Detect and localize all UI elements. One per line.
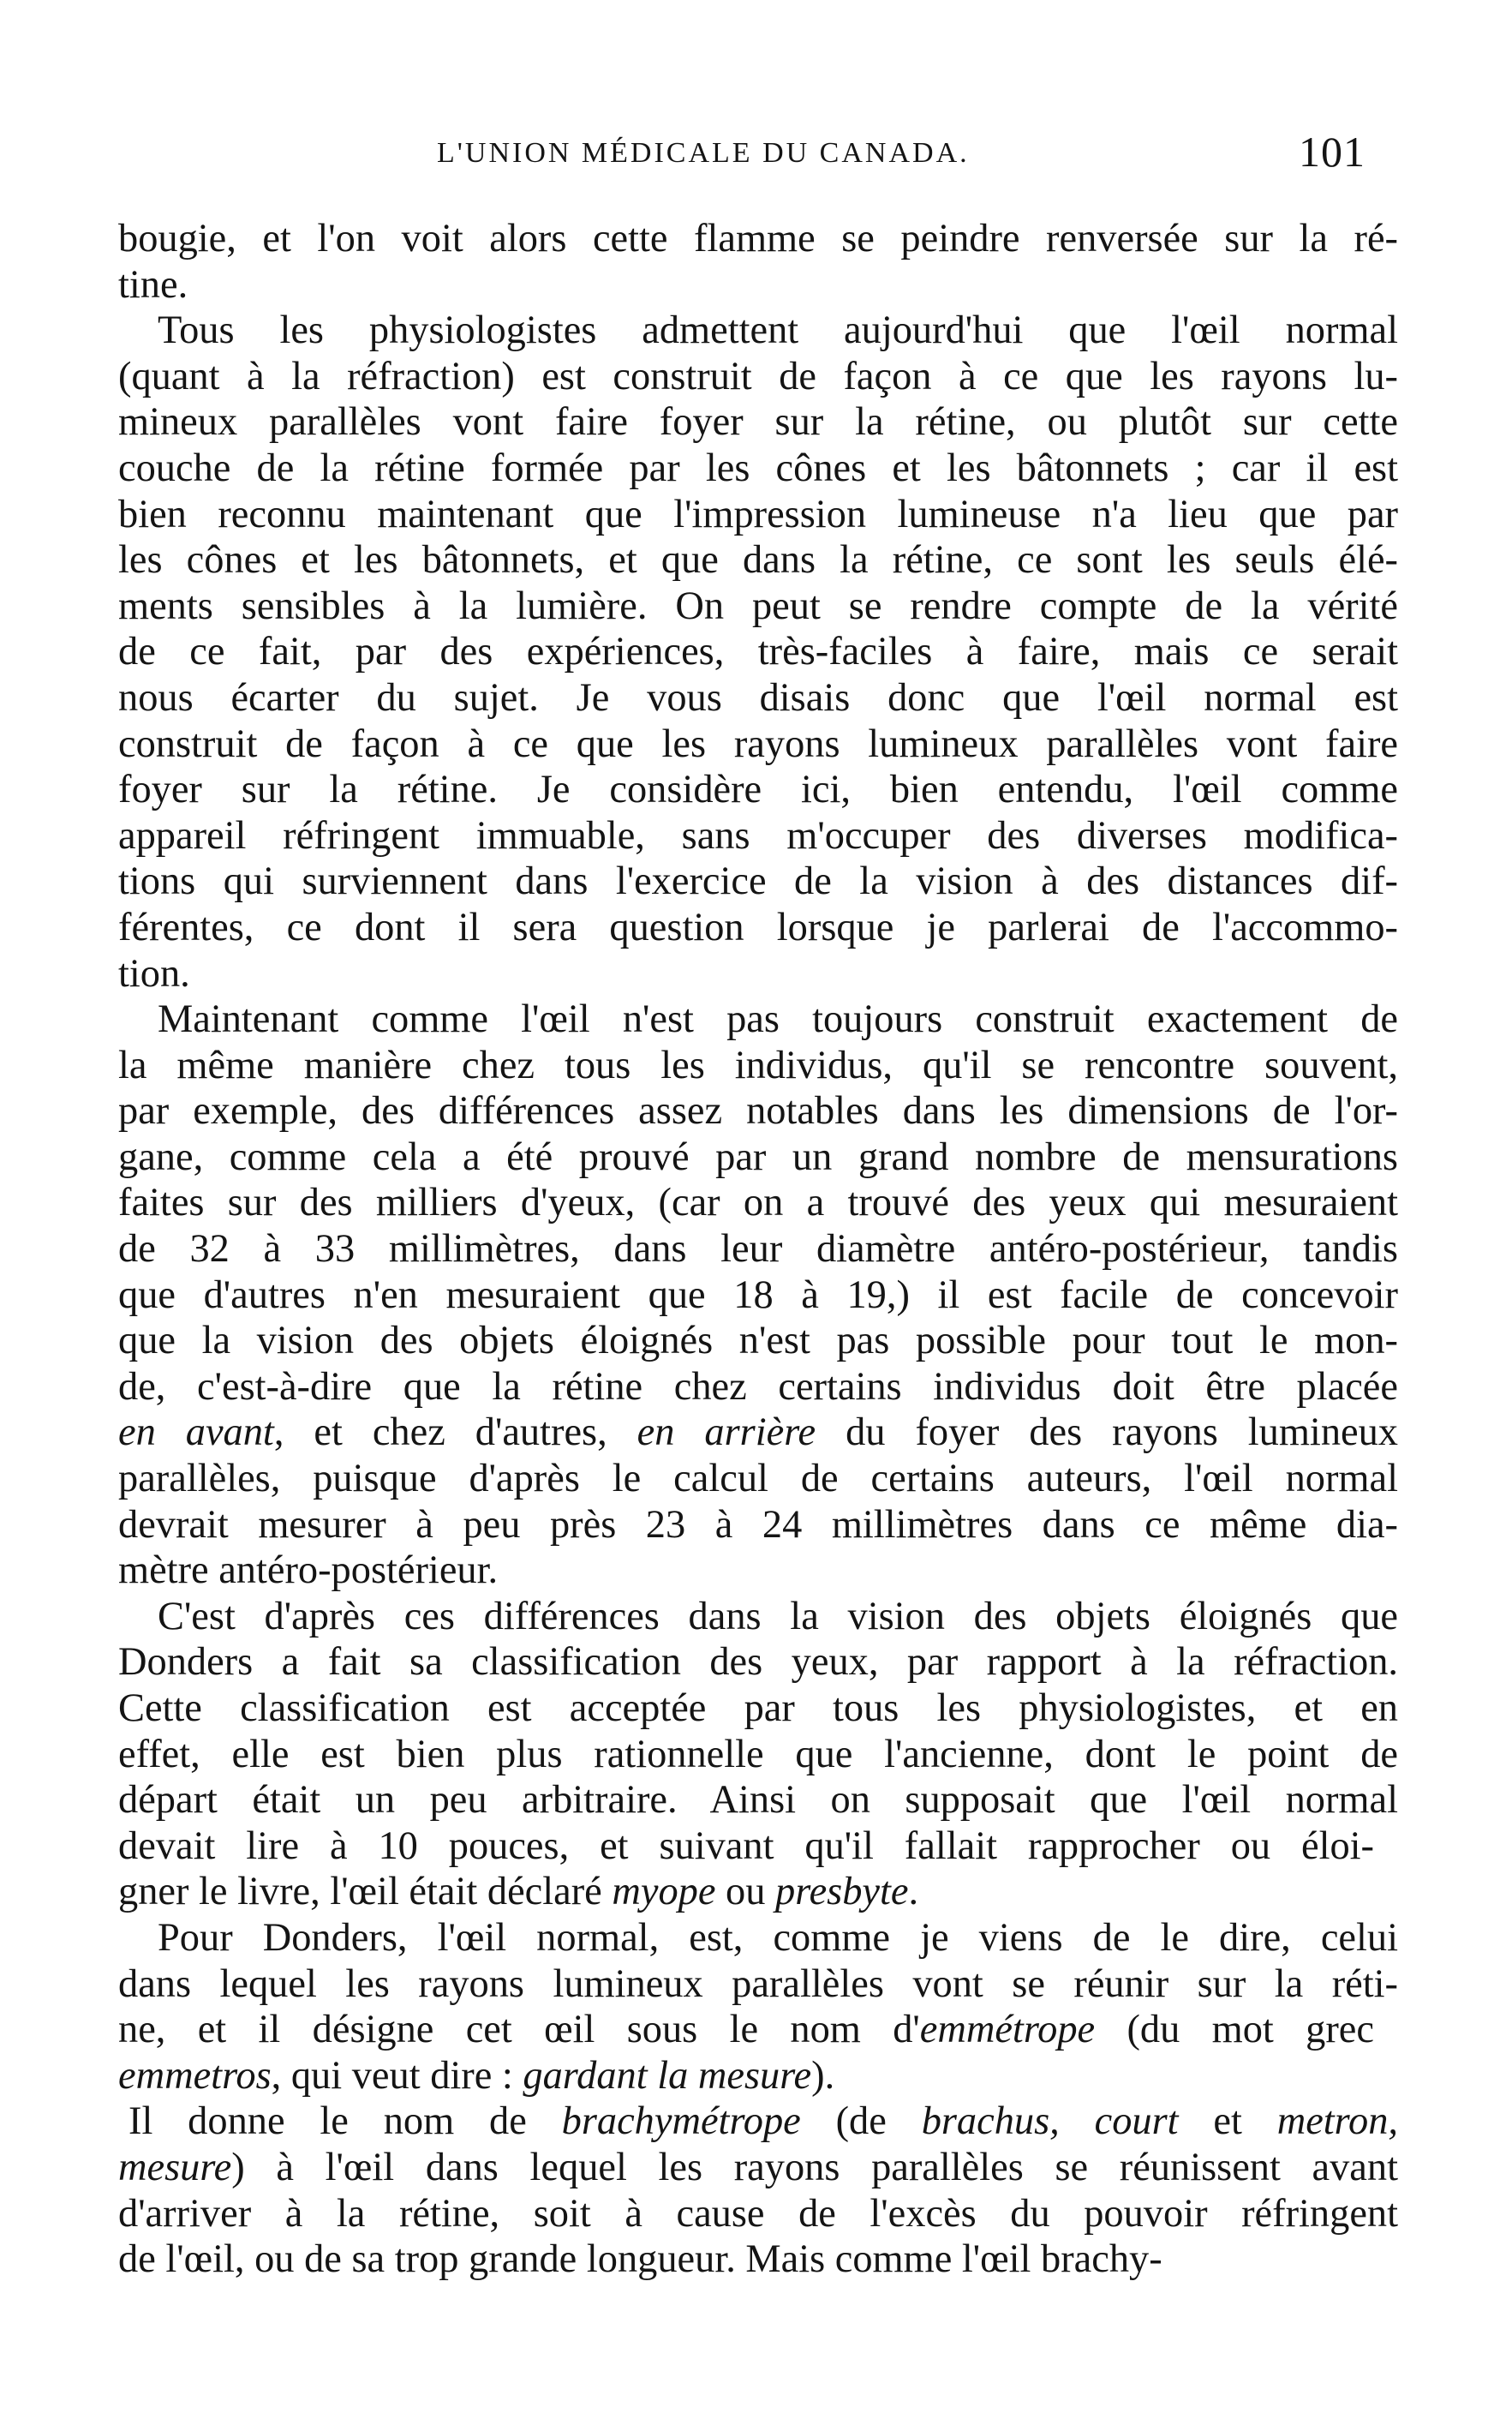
text-line	[118, 1915, 1398, 1961]
text-line	[118, 997, 1398, 1043]
text-line	[118, 629, 1398, 675]
text-run: ) à l'œil dans lequel les rayons parallèles se réunissent avant	[231, 2145, 1398, 2189]
text-line	[118, 1043, 1398, 1089]
paragraph	[118, 997, 1398, 1594]
text-line	[118, 1823, 1374, 1870]
text-line	[118, 1088, 1398, 1135]
text-line	[118, 1226, 1398, 1272]
text-run: de l'œil, ou de sa trop grande longueur. Mais comme l'œil brachy-	[118, 2237, 1162, 2282]
text-line	[118, 1456, 1398, 1502]
text-line	[118, 813, 1398, 859]
text-line	[118, 1732, 1398, 1778]
text-run: couche de la rétine formée par les cônes et les bâtonnets ; car il est	[118, 446, 1398, 490]
text-run: , qui veut dire :	[271, 2053, 523, 2098]
text-run: (de	[800, 2099, 922, 2144]
text-run: départ était un peu arbitraire. Ainsi on supposait que l'œil normal	[118, 1778, 1398, 1823]
text-run: Donders a fait sa classification des yeux, par rapport à la réfraction.	[118, 1640, 1398, 1685]
page-number: 101	[1299, 128, 1366, 176]
text-run: ne, et il désigne cet œil sous le nom d'	[118, 2008, 920, 2052]
text-line	[118, 446, 1398, 492]
paragraph	[118, 2099, 1398, 2282]
italic-term: emmétrope	[919, 2008, 1096, 2052]
text-line	[118, 1135, 1398, 1181]
italic-term: brachymétrope	[561, 2099, 801, 2144]
italic-term: en arrière	[636, 1410, 816, 1455]
paragraph	[118, 1915, 1398, 2099]
text-line	[118, 216, 1398, 262]
paragraph	[118, 308, 1398, 997]
text-run: et	[1178, 2099, 1277, 2144]
text-run: devait lire à 10 pouces, et suivant qu'il fallait rapprocher ou éloi-	[118, 1823, 1374, 1868]
text-run: Pour Donders, l'œil normal, est, comme je viens de le dire, celui	[158, 1915, 1398, 1960]
text-line	[118, 492, 1398, 538]
text-line	[118, 584, 1398, 630]
text-run: par exemple, des différences assez notables dans les dimensions de l'or-	[118, 1089, 1398, 1134]
text-line	[118, 2236, 1374, 2283]
text-run: (du mot grec	[1095, 2008, 1374, 2052]
text-line	[118, 308, 1398, 354]
text-line	[118, 1180, 1398, 1226]
italic-term: emmetros	[118, 2053, 272, 2098]
italic-term: brachus, court	[921, 2099, 1179, 2144]
text-run: la même manière chez tous les individus, qu'il se rencontre souvent,	[118, 1043, 1398, 1087]
text-run: gane, comme cela a été prouvé par un grand nombre de mensurations	[118, 1135, 1398, 1179]
text-line	[118, 1272, 1398, 1319]
text-run: construit de façon à ce que les rayons lumineux parallèles vont faire	[118, 722, 1398, 766]
italic-term: en avant	[118, 1410, 274, 1455]
text-run: ments sensibles à la lumière. On peut se rendre compte de la vérité	[118, 584, 1398, 628]
text-run: C'est d'après ces différences dans la vision des objets éloignés que	[158, 1594, 1398, 1638]
text-line	[118, 537, 1398, 584]
text-run: d'arriver à la rétine, soit à cause de l'excès du pouvoir réfringent	[118, 2191, 1398, 2236]
italic-term: metron,	[1276, 2099, 1398, 2144]
text-run: faites sur des milliers d'yeux, (car on a trouvé des yeux qui mesuraient	[118, 1181, 1398, 1225]
text-run: dans lequel les rayons lumineux parallèles vont se réunir sur la réti-	[118, 1961, 1398, 2006]
text-line	[118, 1686, 1398, 1732]
text-run: Tous les physiologistes admettent aujourd'hui que l'œil normal	[158, 308, 1398, 353]
text-run: devrait mesurer à peu près 23 à 24 millimètres dans ce même dia-	[118, 1502, 1398, 1547]
text-line	[118, 2053, 1398, 2099]
text-run: de, c'est-à-dire que la rétine chez certains individus doit être placée	[118, 1364, 1398, 1409]
text-run: férentes, ce dont il sera question lorsque je parlerai de l'accommo-	[118, 905, 1398, 949]
text-line	[118, 1410, 1398, 1456]
text-run: tine.	[118, 262, 188, 307]
text-line	[118, 722, 1398, 768]
text-run: bougie, et l'on voit alors cette flamme se peindre renversée sur la ré-	[118, 217, 1398, 260]
text-line	[118, 2099, 1398, 2145]
text-run: bien reconnu maintenant que l'impression lumineuse n'a lieu que par	[118, 492, 1398, 536]
text-run: Maintenant comme l'œil n'est pas toujours construit exactement de	[158, 997, 1398, 1042]
text-run: tions qui surviennent dans l'exercice de la vision à des distances dif-	[118, 859, 1398, 904]
text-run: Cette classification est acceptée par tous les physiologistes, et en	[118, 1686, 1398, 1730]
text-line	[118, 1869, 1398, 1915]
text-line	[118, 2191, 1398, 2237]
text-line	[118, 262, 1398, 308]
text-line	[118, 1502, 1398, 1548]
text-run: (quant à la réfraction) est construit de façon à ce que les rayons lu-	[118, 354, 1398, 398]
text-run: du foyer des rayons lumineux	[816, 1410, 1399, 1455]
text-line	[118, 951, 1398, 997]
text-run: gner le livre, l'œil était déclaré	[118, 1870, 613, 1914]
text-line	[118, 1548, 1398, 1594]
text-line	[118, 2145, 1398, 2191]
running-header: L'UNION MÉDICALE DU CANADA.	[437, 137, 970, 169]
text-line	[118, 859, 1398, 905]
paragraph	[118, 1594, 1398, 1915]
italic-term: myope	[612, 1870, 716, 1914]
text-line	[118, 354, 1398, 400]
text-run: effet, elle est bien plus rationnelle que l'ancienne, dont le point de	[118, 1732, 1398, 1776]
text-run: ou	[715, 1870, 776, 1914]
italic-term: presbyte	[775, 1870, 909, 1914]
italic-term: gardant la mesure	[523, 2053, 812, 2098]
text-line	[118, 1364, 1398, 1410]
text-run: tion.	[118, 951, 190, 996]
text-line	[118, 767, 1398, 813]
text-run: que la vision des objets éloignés n'est pas possible pour tout le mon-	[118, 1319, 1398, 1363]
text-run: que d'autres n'en mesuraient que 18 à 19,) il est facile de concevoir	[118, 1272, 1398, 1317]
text-run: les cônes et les bâtonnets, et que dans la rétine, ce sont les seuls élé-	[118, 538, 1398, 583]
text-run: de ce fait, par des expériences, très-faciles à faire, mais ce serait	[118, 630, 1398, 674]
text-run: mètre antéro-postérieur.	[118, 1548, 499, 1593]
paragraph	[118, 216, 1398, 308]
text-run: mineux parallèles vont faire foyer sur la rétine, ou plutôt sur cette	[118, 400, 1398, 445]
text-line	[118, 2007, 1374, 2053]
text-line	[118, 1961, 1398, 2008]
text-line	[118, 1594, 1398, 1640]
text-line	[118, 399, 1398, 446]
text-run: nous écarter du sujet. Je vous disais donc que l'œil normal est	[118, 675, 1398, 720]
text-run: appareil réfringent immuable, sans m'occuper des diverses modifica-	[118, 813, 1398, 858]
text-line	[118, 675, 1398, 722]
text-line	[118, 1639, 1398, 1686]
text-run: Il donne le nom de	[128, 2099, 562, 2144]
text-run: parallèles, puisque d'après le calcul de certains auteurs, l'œil normal	[118, 1457, 1398, 1501]
text-run: foyer sur la rétine. Je considère ici, bien entendu, l'œil comme	[118, 768, 1398, 812]
text-line	[118, 1777, 1398, 1823]
text-run: .	[908, 1870, 919, 1914]
text-run: de 32 à 33 millimètres, dans leur diamètre antéro-postérieur, tandis	[118, 1227, 1398, 1272]
text-line	[118, 1318, 1398, 1364]
text-line	[118, 905, 1398, 951]
body-text	[118, 216, 1398, 2283]
text-run: ).	[811, 2053, 835, 2098]
italic-term: mesure	[118, 2145, 232, 2189]
text-run: , et chez d'autres,	[273, 1410, 637, 1455]
